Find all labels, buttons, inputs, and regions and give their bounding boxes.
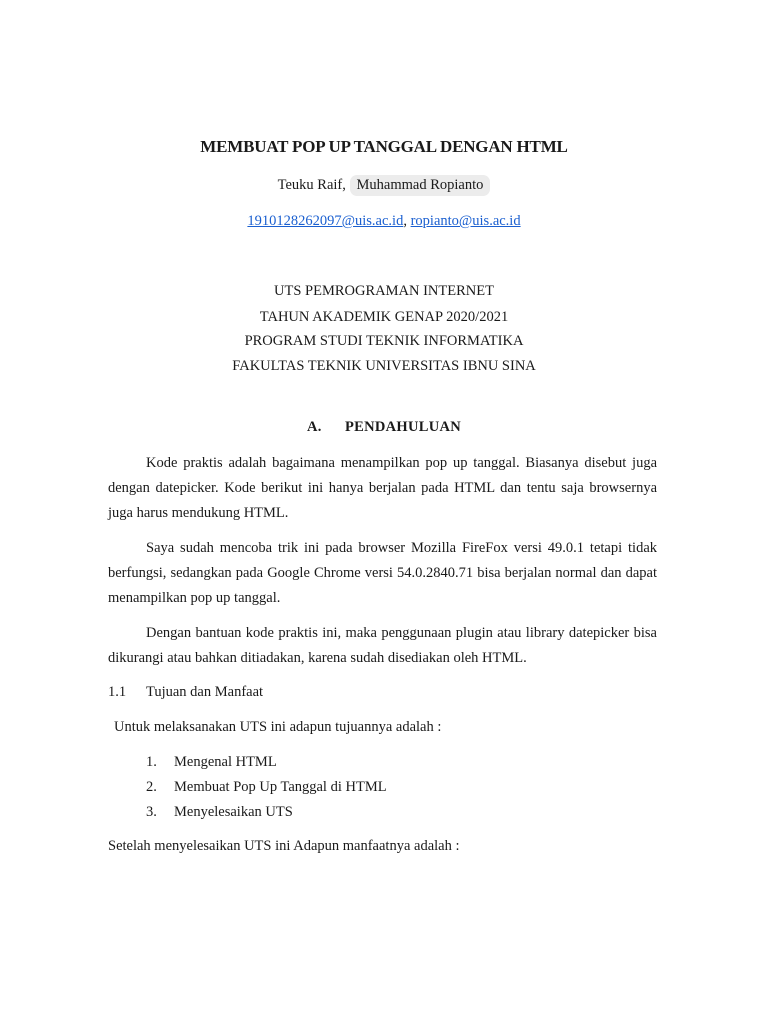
- list-item-text: Mengenal HTML: [174, 754, 277, 770]
- institution-line-faculty: FAKULTAS TEKNIK UNIVERSITAS IBNU SINA: [232, 358, 536, 374]
- list-item-number: 3.: [146, 804, 157, 820]
- subsection-title: Tujuan dan Manfaat: [146, 684, 264, 700]
- subsection-number: 1.1: [108, 684, 127, 700]
- institution-line-exam: UTS PEMROGRAMAN INTERNET: [274, 283, 494, 299]
- institution-line-year: TAHUN AKADEMIK GENAP 2020/2021: [259, 309, 509, 325]
- list-item-number: 1.: [146, 754, 157, 770]
- author-first: Teuku Raif,: [277, 177, 346, 193]
- paragraph-plugin: Dengan bantuan kode praktis ini, maka penggunaan plugin atau library datepicker bisa dikurangi atau bahkan ditiadakan, karena sudah disediakan oleh HTML.: [108, 625, 657, 666]
- section-heading: [0, 419, 768, 436]
- email-separator: ,: [403, 213, 407, 229]
- author-second[interactable]: Muhammad Ropianto: [350, 175, 491, 196]
- email-link-first[interactable]: 1910128262097@uis.ac.id: [247, 213, 404, 229]
- email-line: [0, 213, 768, 230]
- document-title: MEMBUAT POP UP TANGGAL DENGAN HTML: [200, 137, 568, 156]
- goals-intro: Untuk melaksanakan UTS ini adapun tujuannya adalah :: [114, 719, 442, 735]
- list-item-text: Membuat Pop Up Tanggal di HTML: [174, 779, 387, 795]
- email-link-second[interactable]: ropianto@uis.ac.id: [410, 213, 521, 229]
- list-item: [146, 779, 387, 796]
- subsection-heading: [108, 684, 263, 701]
- benefits-intro: Setelah menyelesaikan UTS ini Adapun manfaatnya adalah :: [108, 838, 460, 854]
- paragraph-browser: Saya sudah mencoba trik ini pada browser Mozilla FireFox versi 49.0.1 tetapi tidak berfungsi, sedangkan pada Google Chrome versi 54.0.2840.71 bisa berjalan normal dan dapat menampilkan pop up tanggal.: [108, 540, 657, 606]
- author-line: [0, 177, 768, 194]
- list-item: [146, 804, 293, 821]
- list-item-number: 2.: [146, 779, 157, 795]
- paragraph-intro: Kode praktis adalah bagaimana menampilkan pop up tanggal. Biasanya disebut juga dengan datepicker. Kode berikut ini hanya berjalan pada HTML dan tentu saja browsernya juga harus mendukung HTML.: [108, 455, 657, 521]
- list-item-text: Menyelesaikan UTS: [174, 804, 293, 820]
- section-number: A.: [306, 419, 322, 435]
- institution-line-program: PROGRAM STUDI TEKNIK INFORMATIKA: [244, 333, 524, 349]
- section-title: PENDAHULUAN: [344, 419, 462, 435]
- list-item: [146, 754, 277, 771]
